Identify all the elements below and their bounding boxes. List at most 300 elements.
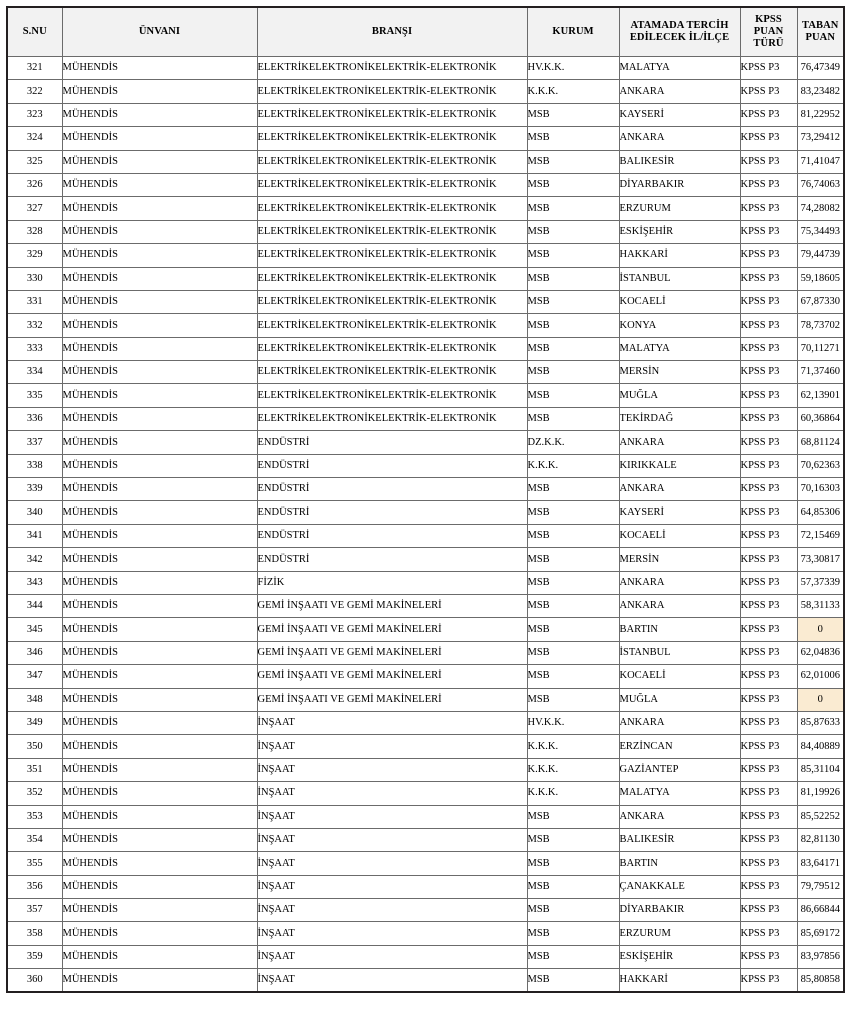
cell-kpss: KPSS P3 — [740, 337, 797, 360]
table-row — [7, 828, 844, 851]
cell-puan: 73,30817 — [797, 548, 844, 571]
cell-kpss: KPSS P3 — [740, 220, 797, 243]
cell-kpss: KPSS P3 — [740, 384, 797, 407]
cell-kurum: MSB — [527, 337, 619, 360]
cell-sno: 332 — [7, 314, 62, 337]
cell-kurum: MSB — [527, 524, 619, 547]
table-row — [7, 290, 844, 313]
cell-kurum: MSB — [527, 103, 619, 126]
cell-puan: 70,11271 — [797, 337, 844, 360]
cell-kurum: HV.K.K. — [527, 711, 619, 734]
column-header-il: ATAMADA TERCİH EDİLECEK İL/İLÇE — [619, 7, 740, 57]
cell-kurum: MSB — [527, 314, 619, 337]
cell-il: HAKKARİ — [619, 969, 740, 992]
cell-kpss: KPSS P3 — [740, 103, 797, 126]
cell-kpss: KPSS P3 — [740, 290, 797, 313]
cell-brans: GEMİ İNŞAATI VE GEMİ MAKİNELERİ — [257, 641, 527, 664]
cell-brans: İNŞAAT — [257, 711, 527, 734]
cell-unvan: MÜHENDİS — [62, 244, 257, 267]
cell-brans: ELEKTRİKELEKTRONİKELEKTRİK-ELEKTRONİK — [257, 150, 527, 173]
table-row — [7, 805, 844, 828]
cell-il: MALATYA — [619, 782, 740, 805]
table-row — [7, 267, 844, 290]
cell-sno: 330 — [7, 267, 62, 290]
cell-il: MALATYA — [619, 337, 740, 360]
table-row — [7, 875, 844, 898]
cell-unvan: MÜHENDİS — [62, 665, 257, 688]
cell-il: BALIKESİR — [619, 150, 740, 173]
cell-kurum: MSB — [527, 641, 619, 664]
cell-sno: 341 — [7, 524, 62, 547]
cell-kurum: MSB — [527, 478, 619, 501]
table-row — [7, 337, 844, 360]
cell-sno: 337 — [7, 431, 62, 454]
cell-unvan: MÜHENDİS — [62, 337, 257, 360]
cell-brans: ELEKTRİKELEKTRONİKELEKTRİK-ELEKTRONİK — [257, 290, 527, 313]
cell-kpss: KPSS P3 — [740, 875, 797, 898]
cell-brans: ENDÜSTRİ — [257, 524, 527, 547]
cell-unvan: MÜHENDİS — [62, 688, 257, 711]
cell-kurum: MSB — [527, 688, 619, 711]
cell-puan: 78,73702 — [797, 314, 844, 337]
cell-il: ERZURUM — [619, 197, 740, 220]
cell-il: İSTANBUL — [619, 641, 740, 664]
cell-il: KIRIKKALE — [619, 454, 740, 477]
cell-il: ANKARA — [619, 571, 740, 594]
cell-sno: 353 — [7, 805, 62, 828]
cell-puan: 71,37460 — [797, 361, 844, 384]
cell-kurum: DZ.K.K. — [527, 431, 619, 454]
cell-puan: 59,18605 — [797, 267, 844, 290]
table-row — [7, 618, 844, 641]
cell-brans: ELEKTRİKELEKTRONİKELEKTRİK-ELEKTRONİK — [257, 197, 527, 220]
cell-kpss: KPSS P3 — [740, 688, 797, 711]
cell-kpss: KPSS P3 — [740, 594, 797, 617]
cell-kurum: MSB — [527, 384, 619, 407]
cell-kurum: MSB — [527, 852, 619, 875]
cell-il: BARTIN — [619, 618, 740, 641]
table-row — [7, 103, 844, 126]
cell-kpss: KPSS P3 — [740, 267, 797, 290]
table-row — [7, 594, 844, 617]
cell-sno: 325 — [7, 150, 62, 173]
cell-kurum: MSB — [527, 548, 619, 571]
cell-unvan: MÜHENDİS — [62, 548, 257, 571]
cell-il: HAKKARİ — [619, 244, 740, 267]
cell-puan: 70,16303 — [797, 478, 844, 501]
cell-puan: 57,37339 — [797, 571, 844, 594]
cell-il: ERZURUM — [619, 922, 740, 945]
cell-brans: ENDÜSTRİ — [257, 478, 527, 501]
cell-sno: 352 — [7, 782, 62, 805]
cell-kpss: KPSS P3 — [740, 57, 797, 80]
cell-sno: 331 — [7, 290, 62, 313]
cell-unvan: MÜHENDİS — [62, 758, 257, 781]
cell-brans: GEMİ İNŞAATI VE GEMİ MAKİNELERİ — [257, 594, 527, 617]
cell-brans: ENDÜSTRİ — [257, 548, 527, 571]
cell-unvan: MÜHENDİS — [62, 127, 257, 150]
cell-sno: 355 — [7, 852, 62, 875]
table-row — [7, 571, 844, 594]
cell-brans: İNŞAAT — [257, 945, 527, 968]
cell-sno: 334 — [7, 361, 62, 384]
cell-kurum: K.K.K. — [527, 454, 619, 477]
cell-puan: 84,40889 — [797, 735, 844, 758]
cell-unvan: MÜHENDİS — [62, 103, 257, 126]
cell-kpss: KPSS P3 — [740, 244, 797, 267]
cell-kurum: MSB — [527, 594, 619, 617]
cell-puan: 83,23482 — [797, 80, 844, 103]
cell-il: KOCAELİ — [619, 524, 740, 547]
cell-il: KONYA — [619, 314, 740, 337]
cell-kpss: KPSS P3 — [740, 454, 797, 477]
cell-kurum: MSB — [527, 267, 619, 290]
cell-sno: 349 — [7, 711, 62, 734]
cell-unvan: MÜHENDİS — [62, 828, 257, 851]
cell-puan: 0 — [797, 688, 844, 711]
cell-il: ANKARA — [619, 711, 740, 734]
cell-kpss: KPSS P3 — [740, 969, 797, 992]
cell-il: İSTANBUL — [619, 267, 740, 290]
cell-brans: ELEKTRİKELEKTRONİKELEKTRİK-ELEKTRONİK — [257, 267, 527, 290]
cell-sno: 348 — [7, 688, 62, 711]
table-row — [7, 173, 844, 196]
cell-sno: 346 — [7, 641, 62, 664]
cell-unvan: MÜHENDİS — [62, 197, 257, 220]
cell-kpss: KPSS P3 — [740, 524, 797, 547]
table-row — [7, 454, 844, 477]
column-header-sno: S.NU — [7, 7, 62, 57]
cell-kpss: KPSS P3 — [740, 641, 797, 664]
cell-puan: 76,74063 — [797, 173, 844, 196]
table-row — [7, 711, 844, 734]
cell-unvan: MÜHENDİS — [62, 711, 257, 734]
cell-kurum: MSB — [527, 875, 619, 898]
table-row — [7, 782, 844, 805]
cell-unvan: MÜHENDİS — [62, 618, 257, 641]
cell-kurum: MSB — [527, 828, 619, 851]
cell-kurum: MSB — [527, 805, 619, 828]
cell-unvan: MÜHENDİS — [62, 478, 257, 501]
cell-kurum: MSB — [527, 571, 619, 594]
cell-sno: 338 — [7, 454, 62, 477]
cell-il: MERSİN — [619, 361, 740, 384]
table-row — [7, 548, 844, 571]
cell-il: ANKARA — [619, 431, 740, 454]
cell-kpss: KPSS P3 — [740, 127, 797, 150]
header-row — [7, 7, 844, 57]
cell-il: ÇANAKKALE — [619, 875, 740, 898]
cell-puan: 73,29412 — [797, 127, 844, 150]
cell-puan: 85,80858 — [797, 969, 844, 992]
cell-brans: FİZİK — [257, 571, 527, 594]
cell-sno: 339 — [7, 478, 62, 501]
cell-puan: 62,13901 — [797, 384, 844, 407]
table-row — [7, 969, 844, 992]
column-header-puan: TABAN PUAN — [797, 7, 844, 57]
cell-kurum: MSB — [527, 501, 619, 524]
cell-puan: 58,31133 — [797, 594, 844, 617]
cell-sno: 340 — [7, 501, 62, 524]
cell-brans: İNŞAAT — [257, 805, 527, 828]
table-row — [7, 57, 844, 80]
column-header-kpss: KPSS PUAN TÜRÜ — [740, 7, 797, 57]
cell-il: ANKARA — [619, 80, 740, 103]
cell-sno: 344 — [7, 594, 62, 617]
table-row — [7, 127, 844, 150]
cell-brans: ELEKTRİKELEKTRONİKELEKTRİK-ELEKTRONİK — [257, 407, 527, 430]
cell-puan: 60,36864 — [797, 407, 844, 430]
cell-kurum: MSB — [527, 197, 619, 220]
cell-puan: 83,64171 — [797, 852, 844, 875]
cell-kpss: KPSS P3 — [740, 80, 797, 103]
cell-unvan: MÜHENDİS — [62, 361, 257, 384]
table-row — [7, 478, 844, 501]
cell-sno: 329 — [7, 244, 62, 267]
cell-il: ANKARA — [619, 805, 740, 828]
cell-brans: GEMİ İNŞAATI VE GEMİ MAKİNELERİ — [257, 618, 527, 641]
cell-kurum: K.K.K. — [527, 735, 619, 758]
cell-kurum: MSB — [527, 618, 619, 641]
cell-puan: 75,34493 — [797, 220, 844, 243]
cell-unvan: MÜHENDİS — [62, 314, 257, 337]
cell-kpss: KPSS P3 — [740, 782, 797, 805]
cell-il: MALATYA — [619, 57, 740, 80]
cell-brans: İNŞAAT — [257, 899, 527, 922]
cell-kurum: MSB — [527, 173, 619, 196]
cell-kpss: KPSS P3 — [740, 478, 797, 501]
cell-kpss: KPSS P3 — [740, 431, 797, 454]
table-row — [7, 150, 844, 173]
cell-kurum: MSB — [527, 665, 619, 688]
cell-il: ANKARA — [619, 478, 740, 501]
cell-brans: ELEKTRİKELEKTRONİKELEKTRİK-ELEKTRONİK — [257, 103, 527, 126]
cell-il: MUĞLA — [619, 384, 740, 407]
cell-kurum: K.K.K. — [527, 80, 619, 103]
cell-kpss: KPSS P3 — [740, 361, 797, 384]
cell-unvan: MÜHENDİS — [62, 57, 257, 80]
cell-unvan: MÜHENDİS — [62, 524, 257, 547]
cell-kpss: KPSS P3 — [740, 665, 797, 688]
cell-brans: GEMİ İNŞAATI VE GEMİ MAKİNELERİ — [257, 688, 527, 711]
table-row — [7, 80, 844, 103]
cell-puan: 81,19926 — [797, 782, 844, 805]
cell-brans: ENDÜSTRİ — [257, 431, 527, 454]
cell-sno: 347 — [7, 665, 62, 688]
cell-sno: 358 — [7, 922, 62, 945]
cell-puan: 62,01006 — [797, 665, 844, 688]
cell-kurum: MSB — [527, 244, 619, 267]
cell-il: GAZİANTEP — [619, 758, 740, 781]
cell-kurum: MSB — [527, 407, 619, 430]
cell-il: TEKİRDAĞ — [619, 407, 740, 430]
cell-puan: 79,44739 — [797, 244, 844, 267]
table-row — [7, 244, 844, 267]
cell-brans: İNŞAAT — [257, 875, 527, 898]
cell-brans: İNŞAAT — [257, 735, 527, 758]
cell-sno: 354 — [7, 828, 62, 851]
cell-brans: ELEKTRİKELEKTRONİKELEKTRİK-ELEKTRONİK — [257, 337, 527, 360]
cell-sno: 356 — [7, 875, 62, 898]
cell-kpss: KPSS P3 — [740, 805, 797, 828]
cell-sno: 360 — [7, 969, 62, 992]
cell-kurum: MSB — [527, 150, 619, 173]
cell-sno: 324 — [7, 127, 62, 150]
table-row — [7, 665, 844, 688]
cell-unvan: MÜHENDİS — [62, 80, 257, 103]
cell-kurum: MSB — [527, 290, 619, 313]
cell-unvan: MÜHENDİS — [62, 805, 257, 828]
table-row — [7, 524, 844, 547]
cell-puan: 74,28082 — [797, 197, 844, 220]
cell-puan: 83,97856 — [797, 945, 844, 968]
cell-sno: 321 — [7, 57, 62, 80]
cell-puan: 79,79512 — [797, 875, 844, 898]
cell-il: MUĞLA — [619, 688, 740, 711]
cell-puan: 72,15469 — [797, 524, 844, 547]
cell-kpss: KPSS P3 — [740, 150, 797, 173]
cell-sno: 343 — [7, 571, 62, 594]
table-row — [7, 688, 844, 711]
cell-kpss: KPSS P3 — [740, 173, 797, 196]
cell-unvan: MÜHENDİS — [62, 875, 257, 898]
cell-brans: İNŞAAT — [257, 852, 527, 875]
table-row — [7, 945, 844, 968]
cell-puan: 0 — [797, 618, 844, 641]
cell-brans: GEMİ İNŞAATI VE GEMİ MAKİNELERİ — [257, 665, 527, 688]
cell-sno: 336 — [7, 407, 62, 430]
cell-puan: 68,81124 — [797, 431, 844, 454]
cell-brans: ELEKTRİKELEKTRONİKELEKTRİK-ELEKTRONİK — [257, 384, 527, 407]
cell-il: BARTIN — [619, 852, 740, 875]
table-row — [7, 922, 844, 945]
cell-brans: ELEKTRİKELEKTRONİKELEKTRİK-ELEKTRONİK — [257, 57, 527, 80]
cell-unvan: MÜHENDİS — [62, 501, 257, 524]
table-row — [7, 852, 844, 875]
cell-il: DİYARBAKIR — [619, 899, 740, 922]
cell-puan: 71,41047 — [797, 150, 844, 173]
cell-kpss: KPSS P3 — [740, 922, 797, 945]
cell-sno: 323 — [7, 103, 62, 126]
table-header — [7, 7, 844, 57]
cell-kpss: KPSS P3 — [740, 758, 797, 781]
table-row — [7, 197, 844, 220]
cell-kpss: KPSS P3 — [740, 711, 797, 734]
cell-brans: İNŞAAT — [257, 828, 527, 851]
cell-il: ANKARA — [619, 594, 740, 617]
cell-kurum: MSB — [527, 969, 619, 992]
cell-puan: 67,87330 — [797, 290, 844, 313]
cell-puan: 62,04836 — [797, 641, 844, 664]
cell-il: ESKİŞEHİR — [619, 945, 740, 968]
cell-unvan: MÜHENDİS — [62, 782, 257, 805]
cell-unvan: MÜHENDİS — [62, 384, 257, 407]
cell-kurum: MSB — [527, 899, 619, 922]
cell-sno: 342 — [7, 548, 62, 571]
cell-puan: 85,87633 — [797, 711, 844, 734]
cell-unvan: MÜHENDİS — [62, 454, 257, 477]
cell-brans: İNŞAAT — [257, 922, 527, 945]
cell-kurum: MSB — [527, 922, 619, 945]
cell-kurum: HV.K.K. — [527, 57, 619, 80]
table-body — [7, 57, 844, 993]
cell-il: KOCAELİ — [619, 290, 740, 313]
table-row — [7, 758, 844, 781]
cell-kpss: KPSS P3 — [740, 735, 797, 758]
table-row — [7, 735, 844, 758]
cell-unvan: MÜHENDİS — [62, 150, 257, 173]
column-header-unvan: ÜNVANI — [62, 7, 257, 57]
table-row — [7, 407, 844, 430]
cell-sno: 335 — [7, 384, 62, 407]
cell-unvan: MÜHENDİS — [62, 852, 257, 875]
cell-puan: 81,22952 — [797, 103, 844, 126]
cell-il: KAYSERİ — [619, 501, 740, 524]
cell-puan: 85,31104 — [797, 758, 844, 781]
column-header-kurum: KURUM — [527, 7, 619, 57]
cell-kurum: K.K.K. — [527, 758, 619, 781]
cell-sno: 326 — [7, 173, 62, 196]
cell-unvan: MÜHENDİS — [62, 571, 257, 594]
cell-sno: 322 — [7, 80, 62, 103]
table-row — [7, 431, 844, 454]
cell-unvan: MÜHENDİS — [62, 969, 257, 992]
cell-il: ANKARA — [619, 127, 740, 150]
cell-sno: 327 — [7, 197, 62, 220]
cell-kpss: KPSS P3 — [740, 197, 797, 220]
cell-brans: ELEKTRİKELEKTRONİKELEKTRİK-ELEKTRONİK — [257, 173, 527, 196]
table-row — [7, 899, 844, 922]
table-row — [7, 501, 844, 524]
table-row — [7, 361, 844, 384]
cell-sno: 333 — [7, 337, 62, 360]
cell-kpss: KPSS P3 — [740, 618, 797, 641]
cell-kurum: MSB — [527, 361, 619, 384]
cell-kpss: KPSS P3 — [740, 571, 797, 594]
cell-unvan: MÜHENDİS — [62, 594, 257, 617]
cell-kpss: KPSS P3 — [740, 899, 797, 922]
table-row — [7, 384, 844, 407]
cell-kpss: KPSS P3 — [740, 945, 797, 968]
cell-brans: ELEKTRİKELEKTRONİKELEKTRİK-ELEKTRONİK — [257, 220, 527, 243]
column-header-brans: BRANŞI — [257, 7, 527, 57]
kpss-placement-table — [6, 6, 845, 993]
cell-brans: ENDÜSTRİ — [257, 501, 527, 524]
cell-sno: 345 — [7, 618, 62, 641]
cell-il: KOCAELİ — [619, 665, 740, 688]
table-row — [7, 220, 844, 243]
cell-brans: ELEKTRİKELEKTRONİKELEKTRİK-ELEKTRONİK — [257, 361, 527, 384]
cell-unvan: MÜHENDİS — [62, 267, 257, 290]
cell-kpss: KPSS P3 — [740, 501, 797, 524]
cell-sno: 359 — [7, 945, 62, 968]
cell-kurum: MSB — [527, 127, 619, 150]
cell-unvan: MÜHENDİS — [62, 735, 257, 758]
cell-kurum: MSB — [527, 945, 619, 968]
cell-unvan: MÜHENDİS — [62, 641, 257, 664]
cell-brans: ELEKTRİKELEKTRONİKELEKTRİK-ELEKTRONİK — [257, 127, 527, 150]
cell-sno: 357 — [7, 899, 62, 922]
cell-unvan: MÜHENDİS — [62, 173, 257, 196]
cell-il: ERZİNCAN — [619, 735, 740, 758]
cell-il: BALIKESİR — [619, 828, 740, 851]
cell-kpss: KPSS P3 — [740, 828, 797, 851]
cell-brans: ELEKTRİKELEKTRONİKELEKTRİK-ELEKTRONİK — [257, 244, 527, 267]
cell-unvan: MÜHENDİS — [62, 899, 257, 922]
cell-kurum: K.K.K. — [527, 782, 619, 805]
cell-kurum: MSB — [527, 220, 619, 243]
cell-unvan: MÜHENDİS — [62, 407, 257, 430]
